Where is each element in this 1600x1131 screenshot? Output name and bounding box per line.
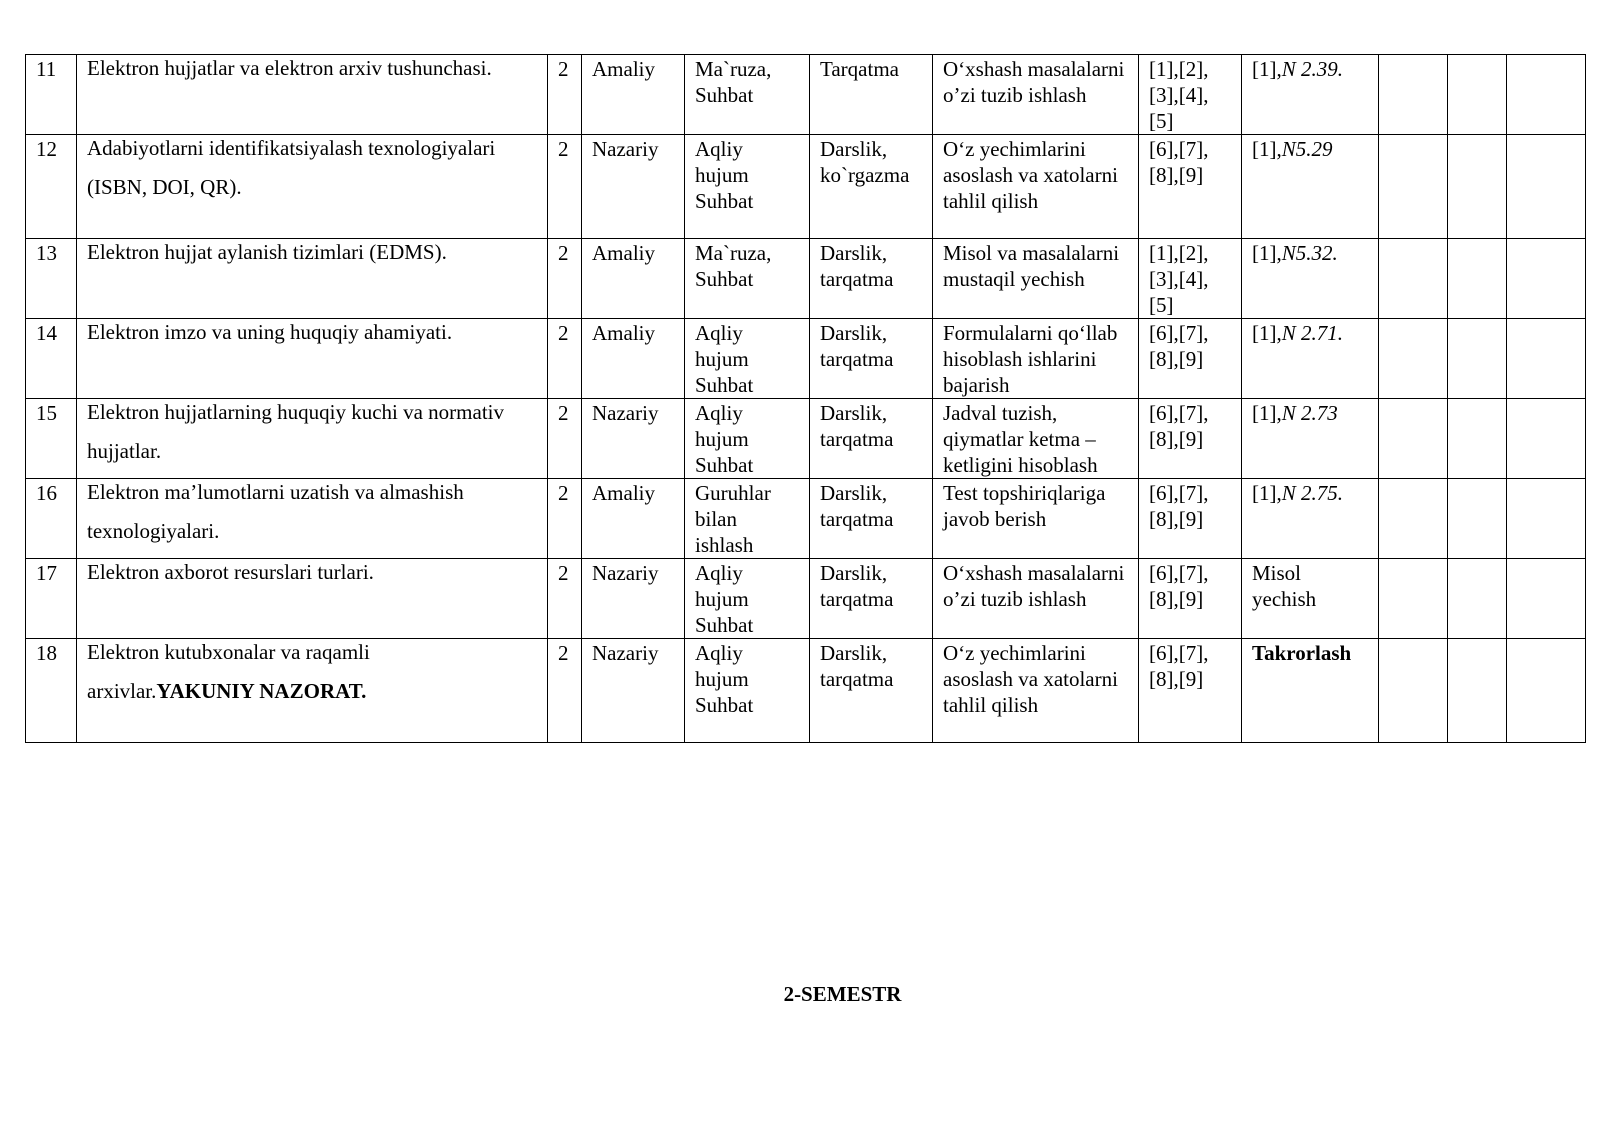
material-cell: Tarqatma — [810, 55, 933, 135]
material-cell: Darslik, tarqatma — [810, 559, 933, 639]
empty-cell-1 — [1379, 55, 1448, 135]
topic-text — [87, 319, 537, 353]
topic-text — [87, 55, 537, 89]
reference-prefix: [1], — [1252, 481, 1282, 505]
table-body — [26, 55, 1586, 743]
lesson-type-cell: Nazariy — [582, 559, 685, 639]
topic-text — [87, 135, 537, 208]
hours-cell: 2 — [548, 319, 582, 399]
topic-cell — [77, 135, 548, 239]
literature-cell: [6],[7], [8],[9] — [1139, 559, 1242, 639]
topic-cell — [77, 479, 548, 559]
reference-prefix: Misol yechish — [1252, 561, 1317, 611]
table-row — [26, 135, 1586, 239]
material-cell: Darslik, tarqatma — [810, 399, 933, 479]
table-row — [26, 399, 1586, 479]
method-cell: Aqliy hujum Suhbat — [685, 319, 810, 399]
method-cell: Aqliy hujum Suhbat — [685, 135, 810, 239]
table-row — [26, 55, 1586, 135]
lesson-plan-table — [25, 54, 1586, 743]
empty-cell-3 — [1507, 639, 1586, 743]
method-cell: Aqliy hujum Suhbat — [685, 639, 810, 743]
empty-cell-3 — [1507, 55, 1586, 135]
lesson-type-cell: Nazariy — [582, 399, 685, 479]
row-number: 14 — [26, 319, 77, 399]
literature-cell: [6],[7], [8],[9] — [1139, 639, 1242, 743]
reference-prefix: [1], — [1252, 241, 1282, 265]
topic-text — [87, 239, 537, 273]
semester-heading: 2-SEMESTR — [783, 982, 902, 1006]
task-cell: O‘z yechimlarini asoslash va xatolarni tahlil qilish — [933, 135, 1139, 239]
method-cell: Aqliy hujum Suhbat — [685, 559, 810, 639]
reference-number: N5.32. — [1281, 241, 1338, 265]
material-cell: Darslik, tarqatma — [810, 479, 933, 559]
literature-cell: [1],[2], [3],[4], [5] — [1139, 55, 1242, 135]
reference-cell — [1242, 559, 1379, 639]
reference-cell — [1242, 135, 1379, 239]
topic-title: Elektron hujjat aylanish tizimlari (EDMS). — [87, 240, 447, 264]
lesson-type-cell: Amaliy — [582, 55, 685, 135]
empty-cell-3 — [1507, 135, 1586, 239]
topic-title: Elektron kutubxonalar va raqamli arxivlar. — [87, 640, 370, 703]
reference-cell — [1242, 479, 1379, 559]
reference-number: N 2.39. — [1281, 57, 1344, 81]
task-cell: Test topshiriqlariga javob berish — [933, 479, 1139, 559]
table-row — [26, 319, 1586, 399]
reference-cell — [1242, 319, 1379, 399]
topic-cell — [77, 639, 548, 743]
hours-cell: 2 — [548, 399, 582, 479]
empty-cell-2 — [1448, 239, 1507, 319]
reference-prefix: [1], — [1252, 57, 1282, 81]
hours-cell: 2 — [548, 135, 582, 239]
topic-title: Elektron imzo va uning huquqiy ahamiyati. — [87, 320, 453, 344]
row-number: 12 — [26, 135, 77, 239]
hours-cell: 2 — [548, 239, 582, 319]
empty-cell-3 — [1507, 399, 1586, 479]
task-cell: O‘z yechimlarini asoslash va xatolarni tahlil qilish — [933, 639, 1139, 743]
reference-cell — [1242, 399, 1379, 479]
empty-cell-2 — [1448, 479, 1507, 559]
task-cell: Formulalarni qo‘llab hisoblash ishlarini bajarish — [933, 319, 1139, 399]
row-number: 17 — [26, 559, 77, 639]
task-cell: Jadval tuzish, qiymatlar ketma – ketligini hisoblash — [933, 399, 1139, 479]
reference-number: N 2.73 — [1281, 401, 1338, 425]
table-row — [26, 479, 1586, 559]
table-row — [26, 639, 1586, 743]
empty-cell-2 — [1448, 135, 1507, 239]
table-row — [26, 239, 1586, 319]
method-cell: Ma`ruza, Suhbat — [685, 55, 810, 135]
reference-cell — [1242, 239, 1379, 319]
topic-cell — [77, 239, 548, 319]
reference-bold: Takrorlash — [1252, 641, 1352, 665]
topic-title: Elektron hujjatlar va elektron arxiv tushunchasi. — [87, 56, 492, 80]
method-cell: Ma`ruza, Suhbat — [685, 239, 810, 319]
reference-cell — [1242, 55, 1379, 135]
method-cell: Guruhlar bilan ishlash — [685, 479, 810, 559]
topic-text — [87, 559, 537, 593]
lesson-type-cell: Amaliy — [582, 319, 685, 399]
topic-bold-note: YAKUNIY NAZORAT. — [156, 679, 367, 703]
row-number: 16 — [26, 479, 77, 559]
hours-cell: 2 — [548, 559, 582, 639]
topic-cell — [77, 399, 548, 479]
topic-cell — [77, 559, 548, 639]
reference-cell — [1242, 639, 1379, 743]
hours-cell: 2 — [548, 479, 582, 559]
empty-cell-2 — [1448, 399, 1507, 479]
task-cell: O‘xshash masalalarni o’zi tuzib ishlash — [933, 559, 1139, 639]
empty-cell-1 — [1379, 639, 1448, 743]
reference-prefix: [1], — [1252, 321, 1282, 345]
material-cell: Darslik, tarqatma — [810, 639, 933, 743]
empty-cell-1 — [1379, 319, 1448, 399]
topic-text — [87, 639, 537, 712]
empty-cell-2 — [1448, 319, 1507, 399]
hours-cell: 2 — [548, 639, 582, 743]
literature-cell: [1],[2], [3],[4], [5] — [1139, 239, 1242, 319]
empty-cell-1 — [1379, 559, 1448, 639]
empty-cell-3 — [1507, 479, 1586, 559]
reference-prefix: [1], — [1252, 137, 1282, 161]
material-cell: Darslik, ko`rgazma — [810, 135, 933, 239]
topic-cell — [77, 319, 548, 399]
empty-cell-3 — [1507, 559, 1586, 639]
lesson-type-cell: Nazariy — [582, 135, 685, 239]
lesson-type-cell: Nazariy — [582, 639, 685, 743]
task-cell: Misol va masalalarni mustaqil yechish — [933, 239, 1139, 319]
reference-number: N 2.71. — [1281, 321, 1344, 345]
empty-cell-1 — [1379, 239, 1448, 319]
topic-text — [87, 479, 537, 552]
topic-title: Elektron hujjatlarning huquqiy kuchi va normativ hujjatlar. — [87, 400, 504, 463]
material-cell: Darslik, tarqatma — [810, 239, 933, 319]
empty-cell-2 — [1448, 559, 1507, 639]
reference-number: N5.29 — [1281, 137, 1333, 161]
reference-prefix: [1], — [1252, 401, 1282, 425]
topic-text — [87, 399, 537, 472]
empty-cell-2 — [1448, 55, 1507, 135]
hours-cell: 2 — [548, 55, 582, 135]
empty-cell-1 — [1379, 399, 1448, 479]
task-cell: O‘xshash masalalarni o’zi tuzib ishlash — [933, 55, 1139, 135]
topic-title: Elektron ma’lumotlarni uzatish va almashish texnologiyalari. — [87, 480, 464, 543]
literature-cell: [6],[7], [8],[9] — [1139, 135, 1242, 239]
empty-cell-1 — [1379, 479, 1448, 559]
row-number: 15 — [26, 399, 77, 479]
literature-cell: [6],[7], [8],[9] — [1139, 479, 1242, 559]
table-row — [26, 559, 1586, 639]
row-number: 18 — [26, 639, 77, 743]
row-number: 13 — [26, 239, 77, 319]
reference-number: N 2.75. — [1281, 481, 1344, 505]
empty-cell-1 — [1379, 135, 1448, 239]
literature-cell: [6],[7], [8],[9] — [1139, 399, 1242, 479]
topic-title: Adabiyotlarni identifikatsiyalash texnologiyalari (ISBN, DOI, QR). — [87, 136, 496, 199]
empty-cell-3 — [1507, 319, 1586, 399]
empty-cell-3 — [1507, 239, 1586, 319]
lesson-type-cell: Amaliy — [582, 239, 685, 319]
lesson-type-cell: Amaliy — [582, 479, 685, 559]
empty-cell-2 — [1448, 639, 1507, 743]
material-cell: Darslik, tarqatma — [810, 319, 933, 399]
method-cell: Aqliy hujum Suhbat — [685, 399, 810, 479]
literature-cell: [6],[7], [8],[9] — [1139, 319, 1242, 399]
topic-title: Elektron axborot resurslari turlari. — [87, 560, 374, 584]
topic-cell — [77, 55, 548, 135]
row-number: 11 — [26, 55, 77, 135]
